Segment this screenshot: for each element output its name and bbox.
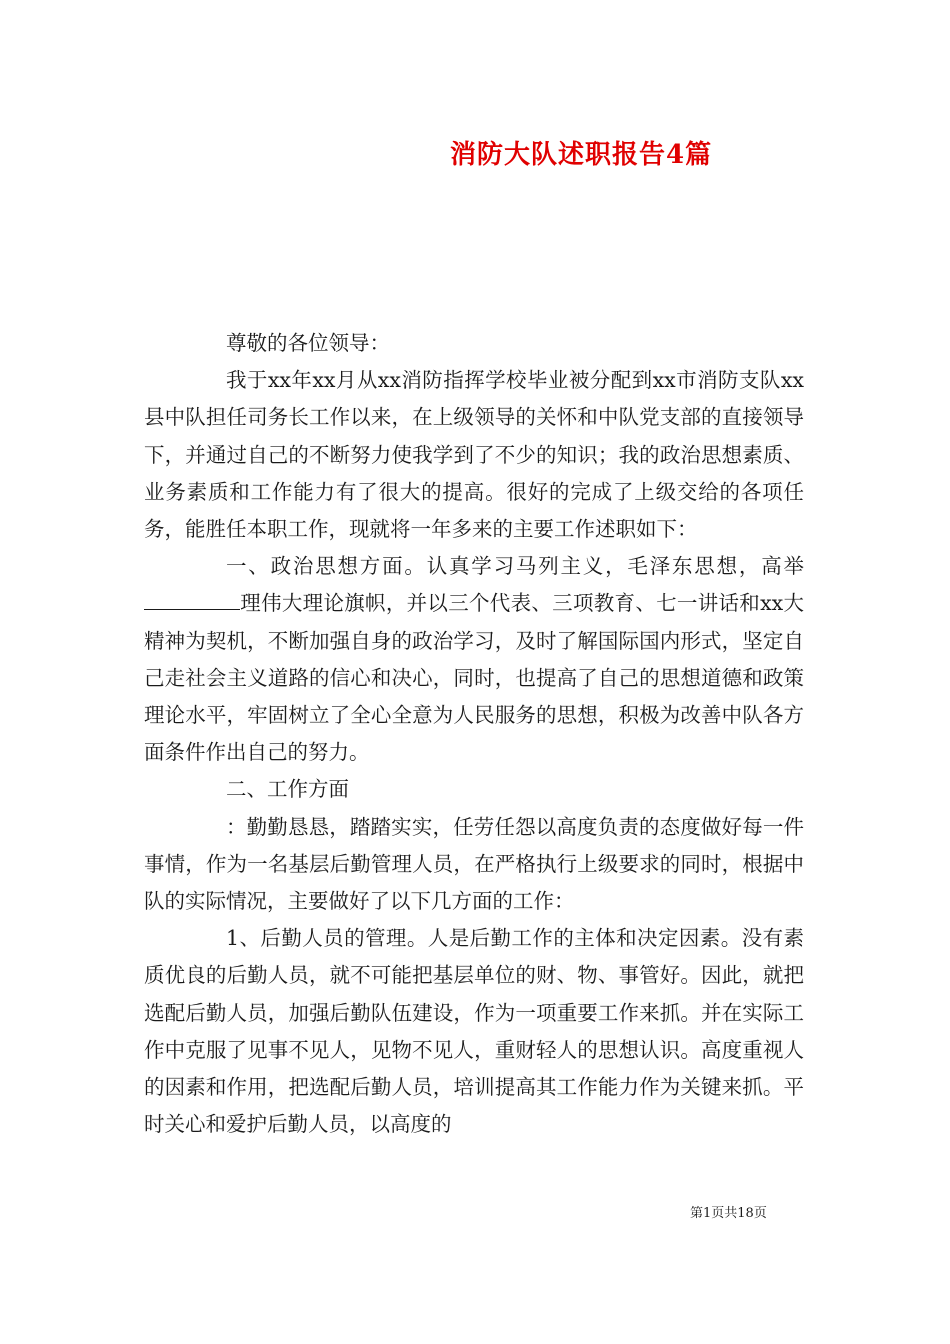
salutation: 尊敬的各位领导： [226, 331, 390, 355]
paragraph-intro: 我于xx年xx月从xx消防指挥学校毕业被分配到xx市消防支队xx县中队担任司务长工作以来，在上级领导的关怀和中队党支部的直接领导下，并通过自己的不断努力使我学到了不少的知识；我的政治思想素质、业务素质和工作能力有了很大的提高。很好的完成了上级交给的各项任务，能胜任本职工作，现就将一年多来的主要工作述职如下： [144, 368, 804, 542]
fill-in-blank [144, 589, 240, 610]
politics-text-before: 一、政治思想方面。认真学习马列主义，毛泽东思想，高举 [226, 554, 804, 579]
paragraph-work-heading: 二、工作方面 [226, 777, 349, 802]
politics-text-after: 理伟大理论旗帜，并以三个代表、三项教育、七一讲话和xx大精神为契机，不断加强自身的政治学习，及时了解国际国内形式，坚定自己走社会主义道路的信心和决心，同时，也提高了自己的思想道德和政策理论水平，牢固树立了全心全意为人民服务的思想，积极为改善中队各方面条件作出自己的努力。 [144, 591, 804, 765]
page-title: 消防大队述职报告4篇 [450, 140, 713, 170]
paragraph-work-intro: ：勤勤恳恳，踏踏实实，任劳任怨以高度负责的态度做好每一件事情，作为一名基层后勤管理人员，在严格执行上级要求的同时，根据中队的实际情况，主要做好了以下几方面的工作： [144, 814, 804, 914]
paragraph-politics [144, 548, 804, 771]
paragraph-logistics: 1、后勤人员的管理。人是后勤工作的主体和决定因素。没有素质优良的后勤人员，就不可能把基层单位的财、物、事管好。因此，就把选配后勤人员，加强后勤队伍建设，作为一项重要工作来抓。并在实际工作中克服了见事不见人，见物不见人，重财轻人的思想认识。高度重视人的因素和作用，把选配后勤人员，培训提高其工作能力作为关键来抓。平时关心和爱护后勤人员，以高度的 [144, 926, 804, 1137]
document-body [144, 325, 804, 1143]
page-number-footer: 第1页共18页 [690, 1206, 767, 1221]
